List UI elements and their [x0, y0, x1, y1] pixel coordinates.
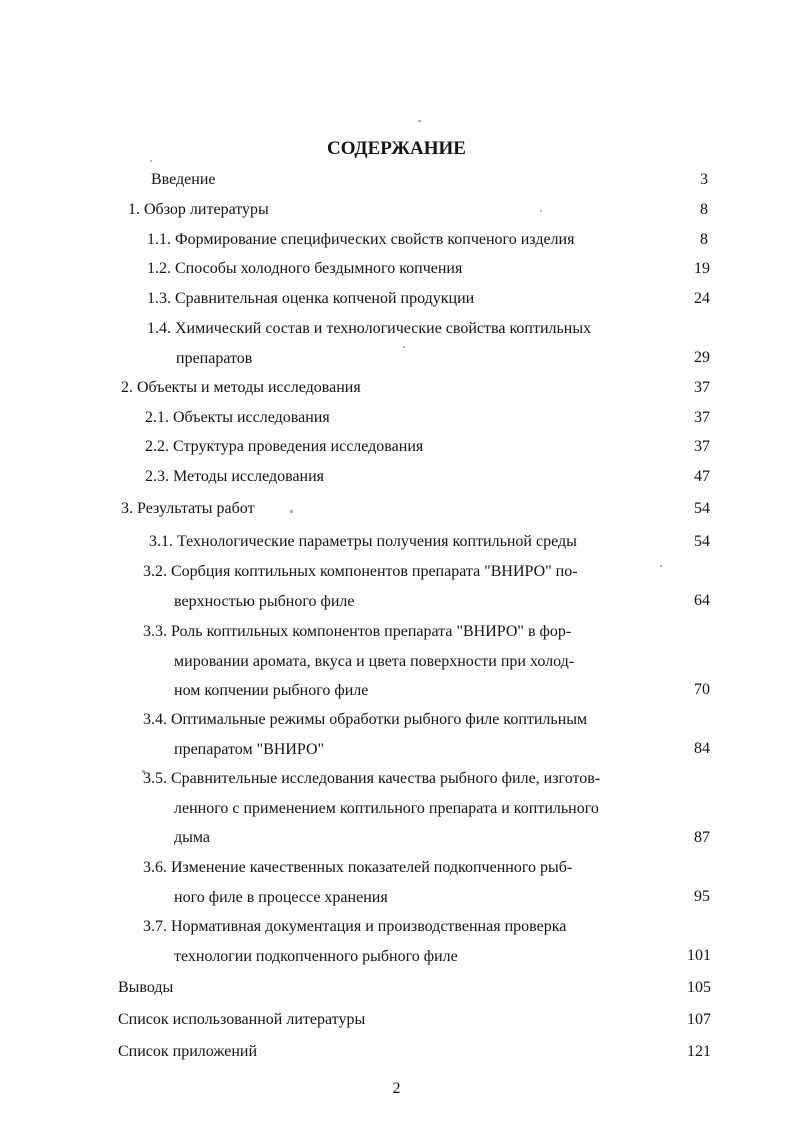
toc-entry-3-6	[143, 853, 572, 912]
toc-entry-line: 3.4. Оптимальные режимы обработки рыбного филе коптильным	[143, 711, 588, 728]
toc-entry-section-1	[128, 195, 269, 225]
toc-entry-line: мировании аромата, вкуса и цвета поверхности при холод-	[174, 652, 575, 670]
toc-entry-line: 3.3. Роль коптильных компонентов препарата "ВНИРО" в фор-	[143, 623, 572, 640]
scan-speck	[150, 160, 152, 162]
page-number: 2	[392, 1080, 401, 1097]
toc-entry-2-2	[145, 432, 423, 462]
toc-page-number: 84	[694, 740, 710, 757]
toc-entry-text: 2.3. Методы исследования	[145, 468, 325, 485]
toc-entry-text: 1. Обзор литературы	[128, 201, 269, 218]
toc-page-number: 70	[694, 681, 710, 698]
toc-entry-line: препаратов	[176, 349, 253, 367]
toc-entry-line: 1.4. Химический состав и технологические свойства коптильных	[147, 320, 592, 337]
toc-entry-3-1	[149, 527, 577, 557]
scan-speck	[418, 120, 421, 122]
toc-entry-1-4	[147, 314, 591, 373]
toc-entry-text: 2.2. Структура проведения исследования	[145, 438, 424, 455]
toc-entry-line: 3.5. Сравнительные исследования качества рыбного филе, изготов-	[143, 770, 601, 787]
toc-entry-intro	[151, 165, 216, 195]
toc-entry-section-3	[121, 494, 255, 524]
toc-page-number: 37	[694, 379, 710, 396]
toc-page-number: 54	[694, 533, 710, 550]
toc-entry-references	[118, 1005, 365, 1035]
toc-page-number: 8	[700, 231, 708, 248]
toc-entry-3-7	[143, 912, 566, 971]
toc-page-number: 19	[694, 260, 710, 277]
scan-speck	[290, 510, 293, 513]
page-title: СОДЕРЖАНИЕ	[327, 138, 466, 159]
toc-entry-line: 3.7. Нормативная документация и производственная проверка	[143, 918, 567, 935]
toc-entry-1-3	[147, 284, 474, 314]
toc-page-number: 107	[687, 1011, 711, 1028]
toc-page-number: 24	[694, 290, 710, 307]
toc-entry-line: дыма	[174, 829, 211, 846]
toc-entry-line: 3.6. Изменение качественных показателей подкопченного рыб-	[143, 859, 573, 876]
toc-entry-text: 3.1. Технологические параметры получения коптильной среды	[149, 533, 577, 550]
toc-page-number: 37	[694, 438, 710, 455]
toc-page-number: 121	[687, 1043, 711, 1060]
scan-speck	[660, 565, 662, 567]
toc-page-number: 47	[694, 468, 710, 485]
toc-page-number: 95	[694, 888, 710, 905]
toc-entry-text: 3. Результаты работ	[121, 500, 255, 517]
toc-entry-line: 3.2. Сорбция коптильных компонентов препарата "ВНИРО" по-	[143, 563, 578, 580]
toc-entry-section-2	[121, 373, 361, 403]
toc-page-number: 54	[694, 500, 710, 517]
toc-entry-2-3	[145, 462, 324, 492]
toc-entry-line: верхностью рыбного филе	[174, 592, 355, 610]
toc-entry-text: Список приложений	[118, 1043, 258, 1060]
toc-entry-1-2	[147, 254, 462, 284]
toc-page-number: 64	[694, 592, 710, 609]
toc-entry-line: препаратом "ВНИРО"	[174, 740, 325, 758]
toc-page-number: 3	[700, 171, 708, 188]
toc-entry-3-2	[143, 557, 578, 616]
toc-page-number: 101	[687, 947, 711, 964]
toc-entry-3-3	[143, 617, 574, 706]
toc-entry-text: Выводы	[118, 979, 174, 996]
toc-entry-1-1	[147, 225, 574, 255]
toc-entry-line: ленного с применением коптильного препарата и коптильного	[174, 799, 599, 817]
toc-entry-text: Список использованной литературы	[118, 1011, 366, 1028]
toc-entry-appendices	[118, 1037, 257, 1067]
toc-page-number: 8	[700, 201, 708, 218]
toc-page-number: 37	[694, 409, 710, 426]
toc-entry-2-1	[145, 403, 330, 433]
toc-entry-conclusions	[118, 973, 173, 1003]
toc-entry-text: 1.3. Сравнительная оценка копченой продукции	[147, 290, 475, 307]
toc-entry-text: Введение	[151, 171, 216, 188]
toc-entry-line: ного филе в процессе хранения	[174, 888, 388, 906]
toc-entry-text: 2.1. Объекты исследования	[145, 409, 330, 426]
toc-entry-3-4	[143, 705, 587, 764]
toc-entry-3-5	[143, 764, 600, 853]
scan-speck	[540, 210, 542, 212]
toc-page-number: 29	[694, 349, 710, 366]
toc-entry-line: ном копчении рыбного филе	[174, 682, 369, 699]
toc-entry-text: 2. Объекты и методы исследования	[121, 379, 361, 396]
toc-entry-text: 1.1. Формирование специфических свойств копченого изделия	[147, 231, 575, 248]
toc-page-number: 87	[694, 829, 710, 846]
toc-page-number: 105	[687, 979, 711, 996]
toc-entry-text: 1.2. Способы холодного бездымного копчения	[147, 260, 463, 277]
toc-entry-line: технологии подкопченного рыбного филе	[174, 947, 458, 965]
